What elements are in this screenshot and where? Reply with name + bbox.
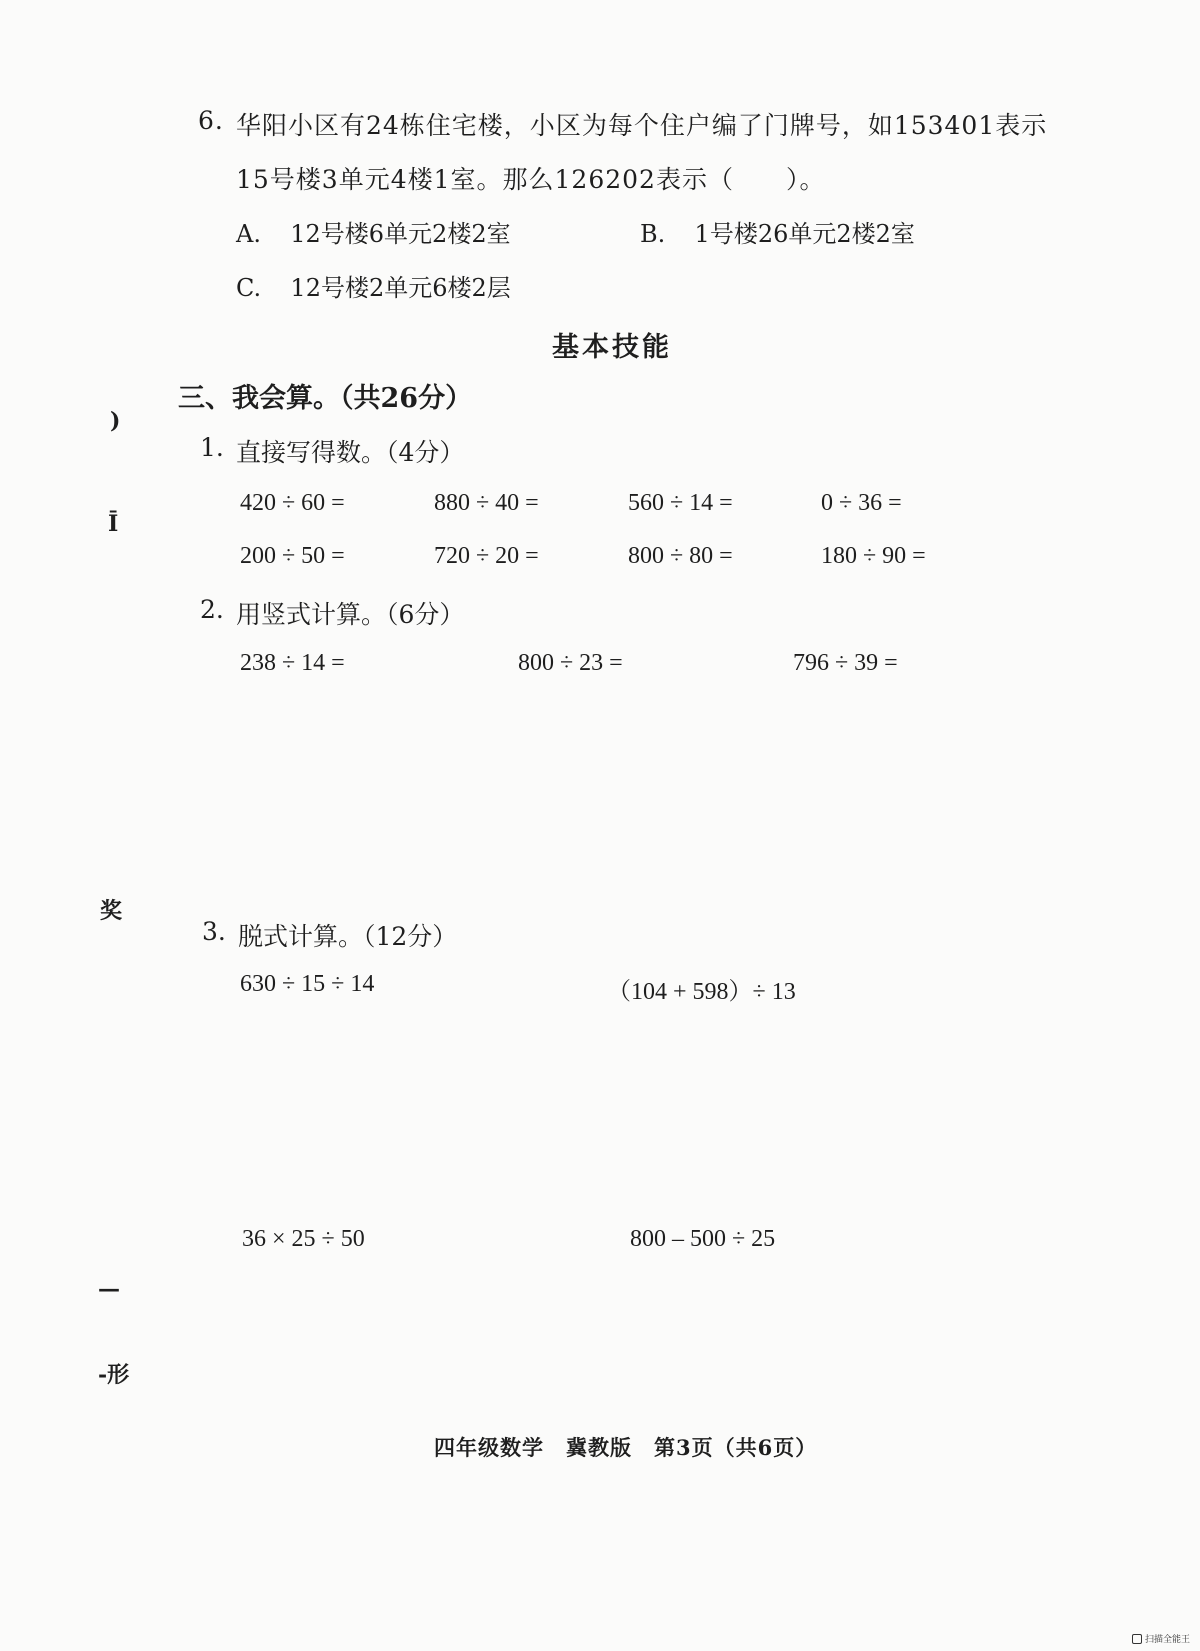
margin-mark: 奖 <box>100 898 123 924</box>
margin-mark: -形 <box>98 1362 130 1388</box>
oral-calc-item: 800 ÷ 80 = <box>628 543 733 569</box>
question-6-line-2: 15号楼3单元4楼1室。那么126202表示（ ）。 <box>236 165 826 194</box>
section-3-title: 三、我会算。（共26分） <box>178 383 473 414</box>
sub-1-title: 直接写得数。（4分） <box>236 438 465 467</box>
sub-3-number: 3. <box>202 917 226 946</box>
question-6-number: 6. <box>198 106 224 135</box>
scanner-logo-icon <box>1132 1634 1142 1644</box>
option-a-text: 12号楼6单元2楼2室 <box>290 220 511 248</box>
vertical-calc-item: 800 ÷ 23 = <box>518 650 623 676</box>
option-c <box>236 268 511 303</box>
page-footer: 四年级数学 冀教版 第3页（共6页） <box>434 1435 818 1460</box>
margin-mark: ) <box>110 408 121 434</box>
scanner-watermark <box>1132 1632 1190 1645</box>
option-a-label: A. <box>236 220 261 248</box>
oral-calc-item: 420 ÷ 60 = <box>240 490 345 516</box>
margin-mark: — <box>98 1276 120 1302</box>
oral-calc-item: 720 ÷ 20 = <box>434 543 539 569</box>
sub-2-number: 2. <box>200 595 224 624</box>
vertical-calc-item: 796 ÷ 39 = <box>793 650 898 676</box>
step-calc-item: （104 + 598）÷ 13 <box>607 979 796 1005</box>
option-b-label: B. <box>640 220 666 248</box>
option-c-label: C. <box>236 274 262 302</box>
oral-calc-item: 880 ÷ 40 = <box>434 490 539 516</box>
oral-calc-item: 180 ÷ 90 = <box>821 543 926 569</box>
oral-calc-item: 560 ÷ 14 = <box>628 490 733 516</box>
step-calc-item: 36 × 25 ÷ 50 <box>242 1226 365 1252</box>
oral-calc-item: 0 ÷ 36 = <box>821 490 902 516</box>
vertical-calc-item: 238 ÷ 14 = <box>240 650 345 676</box>
question-6-line-1: 华阳小区有24栋住宅楼，小区为每个住户编了门牌号，如153401表示 <box>236 111 1048 140</box>
watermark-text: 扫描全能王 <box>1144 1635 1190 1645</box>
step-calc-item: 630 ÷ 15 ÷ 14 <box>240 971 375 997</box>
oral-calc-item: 200 ÷ 50 = <box>240 543 345 569</box>
option-a <box>236 214 511 249</box>
step-calc-item: 800 – 500 ÷ 25 <box>630 1226 776 1252</box>
section-heading: 基本技能 <box>552 332 672 363</box>
sub-3-title: 脱式计算。（12分） <box>238 922 458 951</box>
sub-2-title: 用竖式计算。（6分） <box>236 600 465 629</box>
margin-mark: Ī <box>108 511 119 537</box>
option-b <box>640 214 915 249</box>
option-b-text: 1号楼26单元2楼2室 <box>694 220 915 248</box>
option-c-text: 12号楼2单元6楼2层 <box>290 274 511 302</box>
sub-1-number: 1. <box>200 433 224 462</box>
